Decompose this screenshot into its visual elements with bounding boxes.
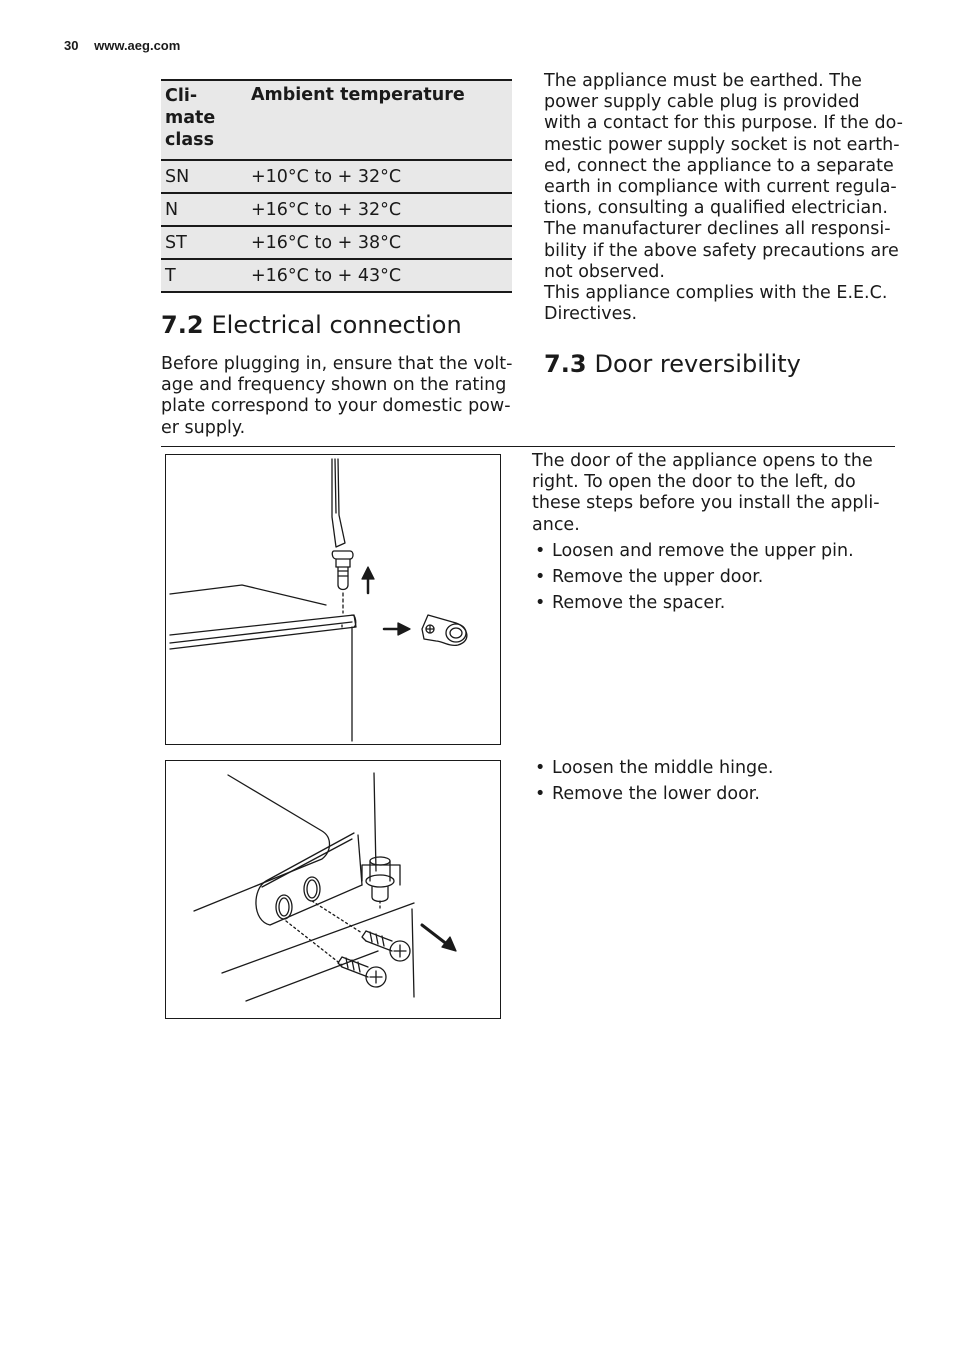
temperature-cell: +16°C to + 43°C xyxy=(247,259,512,292)
list-item: • Remove the spacer. xyxy=(532,590,892,616)
earthing-paragraph: The appliance must be earthed. The power supply cable plug is provided with a contact for this purpose. If the do- mestic power supply socket is not earth- ed, connect the appliance to a separate earth in compliance with current regula- tions, consulting a qualified electrician. The manufacturer declines all responsi- bility if the above safety precautions are not observed. This appliance complies with the E.E.C. Directives. xyxy=(544,71,903,325)
table-row xyxy=(161,160,512,193)
section-divider xyxy=(161,446,895,447)
page-header xyxy=(64,38,180,53)
section-number: 7.2 xyxy=(161,311,204,339)
section-7-3-heading xyxy=(544,350,801,378)
section-title: Door reversibility xyxy=(594,350,801,378)
middle-hinge-illustration-icon xyxy=(166,761,499,1017)
climate-class-cell: N xyxy=(161,193,247,226)
door-reversibility-intro: The door of the appliance opens to the right. To open the door to the left, do these steps before you install the appli- ance. xyxy=(532,451,880,535)
temperature-cell: +10°C to + 32°C xyxy=(247,160,512,193)
table-row xyxy=(161,226,512,259)
temperature-cell: +16°C to + 38°C xyxy=(247,226,512,259)
list-item: • Loosen and remove the upper pin. xyxy=(532,538,892,564)
climate-class-cell: ST xyxy=(161,226,247,259)
site-url: www.aeg.com xyxy=(94,38,181,53)
section-title: Electrical connection xyxy=(211,311,462,339)
section-number: 7.3 xyxy=(544,350,587,378)
electrical-connection-text: Before plugging in, ensure that the volt- age and frequency shown on the rating plate correspond to your domestic pow- er supply. xyxy=(161,354,513,438)
step-list-1 xyxy=(532,538,892,616)
climate-class-cell: SN xyxy=(161,160,247,193)
climate-class-table xyxy=(161,79,512,293)
table-row xyxy=(161,259,512,292)
table-header-row xyxy=(161,80,512,160)
section-7-2-heading xyxy=(161,311,462,339)
temperature-cell: +16°C to + 32°C xyxy=(247,193,512,226)
list-item: • Remove the upper door. xyxy=(532,564,892,590)
table-row xyxy=(161,193,512,226)
list-item: • Remove the lower door. xyxy=(532,781,892,807)
header-ambient-temperature: Ambient temperature xyxy=(251,85,465,105)
climate-class-cell: T xyxy=(161,259,247,292)
step-list-2 xyxy=(532,755,892,807)
upper-pin-illustration-icon xyxy=(166,455,499,743)
page-number: 30 xyxy=(64,38,79,53)
middle-hinge-illustration xyxy=(165,760,501,1019)
header-climate-class: Cli- mate class xyxy=(165,86,216,150)
list-item: • Loosen the middle hinge. xyxy=(532,755,892,781)
upper-pin-removal-illustration xyxy=(165,454,501,745)
